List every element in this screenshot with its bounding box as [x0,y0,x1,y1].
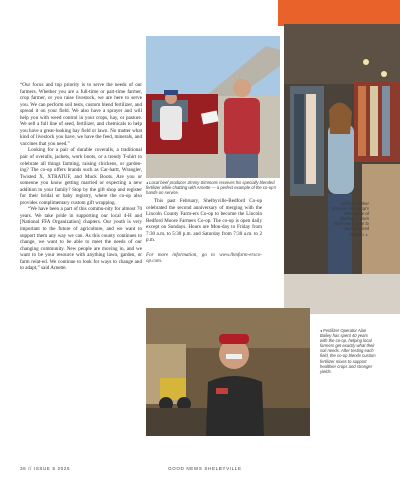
photo-caption: ◂Local beef producer Jimmy Simmons receives his specially blended fertilizer while chatting with Arnette — a perfect example of the co-op's hands-on service. [146,180,277,196]
photo-fertilizer-customer [146,36,280,178]
caption-arrow-icon: ◂ [320,328,323,333]
article-paragraph: “We have been a part of this commu-nity for almost 70 years. We take pride in supporting our local 4-H and [National FFA Organization] chapters. Our youth is very important to the future of agriculture, and we want to support them any way we can. As this county continues to change, we want to be able to meet the needs of our changing community. New people are moving in, and we want to be your resource with anything lawn, garden, or farm relat-ed. We continue to look for ways to change and to adapt,” said Arnette. [20,206,142,272]
publication-name: GOOD NEWS SHELBYVILLE [168,466,242,471]
article-paragraph: “Our focus and top priority is to serve the needs of our farmers. Whether you are a full-time or part-time farmer, crop farmer, or you raise livestock, we are here to serve you. We can perform soil tests, custom blend fertilizer, and spread it on your field. We also have a sprayer and will help you with weed control in your crops, hay, or pasture. We sell a full line of seed, fertilizer, and chemicals to help you have a great-looking hay field or lawn. No matter what kind of livestock you have, we have the feed, minerals, and vaccines that you need.” [20,82,142,147]
header-accent-tab [278,0,400,26]
page-number: 36 // ISSUE 5 2025 [20,466,71,471]
article-paragraph: Looking for a pair of durable coveralls, a traditional pair of overalls, jackets, work boots, or a trendy T-shirt to celebrate all things farming, raising chickens, or garden-ing? The co-op offers brands such as Car-hartt, Wrangler, Twisted X, XTRATUF, and Muck Boots. Are you or someone you know getting married or expecting a new addition to your family? Stop by the gift shop and register for their bridal or baby registry, where the co-op also provides complimentary custom gift wrapping. [20,147,142,206]
article-paragraph: This past February, Shelbyville-Bedford Co-op celebrated the second anniversary of merging with the Lincoln County Farm-ers Co-op to become the Lincoln Bedford Moore Farmers Co-op. The co-op is open daily except on Sundays. Hours are Mon-day to Friday from 7:30 a.m. to 5:30 p.m. and Saturday from 7:30 a.m. to 2 p.m. [146,198,262,244]
more-info-line: For more information, go to www.lbmfarm-ersco-op.com. [146,251,262,265]
caption-arrow-icon: ◂ [146,180,149,185]
photo-caption: ◂Fertilizer Operator Alan Bailey has spent 40 years with the co-op, helping local farmers get exactly what their soil needs. After testing each field, the co-op blends custom fertilizer mixes to support healthier crops and stronger yields. [320,328,376,374]
photo-clothing-shopper [284,24,400,314]
caption-arrow-icon: ▸ [365,231,368,237]
article-column-middle [146,198,262,265]
article-column-left [20,82,142,272]
photo-caption: Addison Parker browses the co-op's wide range of clothing — from work-ready gear to farm-inspired fashion. ▸ [331,201,369,237]
photo-fertilizer-operator [146,308,310,436]
